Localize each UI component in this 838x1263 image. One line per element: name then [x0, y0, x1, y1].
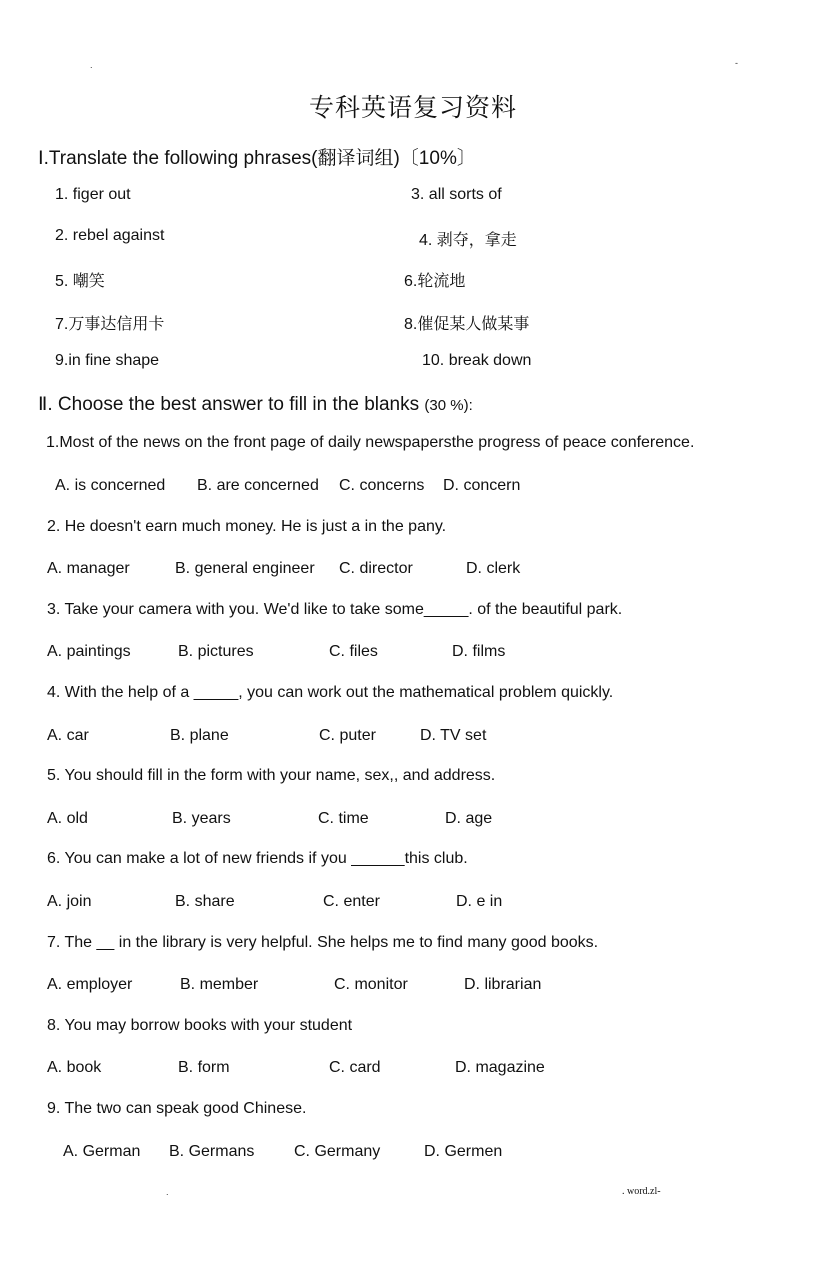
- option-d: D. clerk: [466, 560, 521, 577]
- option-c: C. enter: [323, 893, 380, 910]
- option-b: B. member: [180, 976, 259, 993]
- header-right-mark: -: [735, 58, 738, 68]
- option-a: A. car: [47, 727, 89, 744]
- option-a: A. book: [47, 1059, 102, 1076]
- option-c: C. time: [318, 810, 369, 827]
- section2-heading-text: Ⅱ. Choose the best answer to fill in the blanks: [38, 394, 420, 415]
- option-a: A. is concerned: [55, 477, 166, 494]
- section2-heading-suffix: (30 %):: [424, 397, 473, 414]
- question-text: 9. The two can speak good Chinese.: [47, 1100, 307, 1117]
- option-c: C. Germany: [294, 1143, 381, 1160]
- option-d: D. Germen: [424, 1143, 503, 1160]
- option-a: A. German: [63, 1143, 141, 1160]
- question-text: 2. He doesn't earn much money. He is just a in the pany.: [47, 518, 447, 535]
- option-b: B. plane: [170, 727, 229, 744]
- option-b: B. share: [175, 893, 235, 910]
- option-d: D. TV set: [420, 727, 487, 744]
- option-c: C. monitor: [334, 976, 408, 993]
- option-a: A. employer: [47, 976, 133, 993]
- option-b: B. years: [172, 810, 231, 827]
- question-text: 4. With the help of a _____, you can work out the mathematical problem quickly.: [47, 684, 614, 701]
- option-c: C. director: [339, 560, 413, 577]
- phrase-item: 8.催促某人做某事: [404, 316, 530, 333]
- phrase-item: 7.万事达信用卡: [55, 316, 165, 333]
- question-text: 8. You may borrow books with your student: [47, 1017, 353, 1034]
- option-a: A. old: [47, 810, 88, 827]
- question-text: 6. You can make a lot of new friends if you ______this club.: [47, 850, 468, 867]
- option-c: C. puter: [319, 727, 376, 744]
- option-a: A. paintings: [47, 643, 131, 660]
- section2-heading: [38, 393, 473, 416]
- option-b: B. form: [178, 1059, 230, 1076]
- section1-heading: Ⅰ.Translate the following phrases(翻译词组)〔10%〕: [38, 148, 476, 169]
- option-d: D. e in: [456, 893, 503, 910]
- option-b: B. general engineer: [175, 560, 315, 577]
- question-text: 5. You should fill in the form with your name, sex,, and address.: [47, 767, 496, 784]
- phrase-item: 5. 嘲笑: [55, 273, 105, 290]
- phrase-item: 1. figer out: [55, 186, 131, 203]
- question-text: 7. The __ in the library is very helpful. She helps me to find many good books.: [47, 934, 599, 951]
- phrase-item: 3. all sorts of: [411, 186, 502, 203]
- option-c: C. concerns: [339, 477, 425, 494]
- option-a: A. manager: [47, 560, 130, 577]
- footer-left-mark: .: [166, 1187, 169, 1197]
- phrase-item: 9.in fine shape: [55, 352, 160, 369]
- header-left-mark: .: [90, 60, 93, 70]
- option-c: C. files: [329, 643, 378, 660]
- question-text: 3. Take your camera with you. We'd like to take some_____. of the beautiful park.: [47, 601, 623, 618]
- option-b: B. Germans: [169, 1143, 255, 1160]
- option-a: A. join: [47, 893, 92, 910]
- page-title: 专科英语复习资料: [309, 94, 518, 122]
- phrase-item: 4. 剥夺，拿走: [419, 232, 517, 249]
- option-c: C. card: [329, 1059, 381, 1076]
- phrase-item: 6.轮流地: [404, 273, 466, 290]
- question-text: 1.Most of the news on the front page of daily newspapersthe progress of peace conference.: [46, 434, 695, 451]
- option-b: B. are concerned: [197, 477, 319, 494]
- option-d: D. concern: [443, 477, 521, 494]
- footer-text: . word.zl-: [622, 1186, 661, 1197]
- phrase-item: 2. rebel against: [55, 227, 165, 244]
- option-d: D. magazine: [455, 1059, 545, 1076]
- option-d: D. films: [452, 643, 506, 660]
- option-d: D. librarian: [464, 976, 542, 993]
- option-d: D. age: [445, 810, 493, 827]
- phrase-item: 10. break down: [422, 352, 532, 369]
- option-b: B. pictures: [178, 643, 254, 660]
